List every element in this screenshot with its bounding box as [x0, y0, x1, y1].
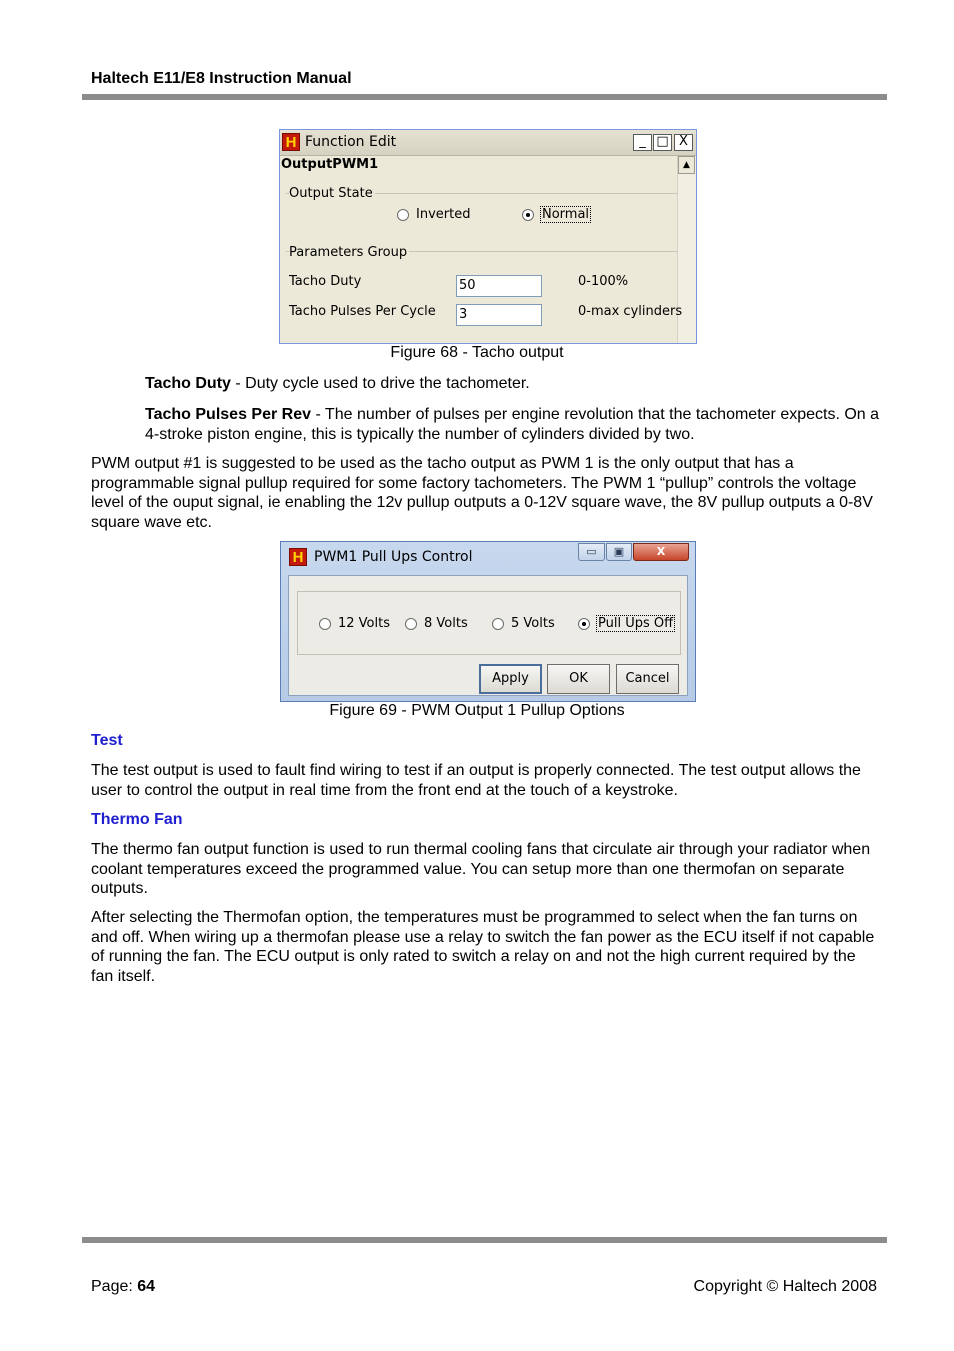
page-label: Page: — [91, 1278, 138, 1295]
radio-5-volts[interactable] — [492, 618, 504, 630]
close-button[interactable]: X — [674, 134, 693, 151]
radio-8-volts-label: 8 Volts — [424, 616, 468, 631]
definition-term: Tacho Duty — [145, 375, 231, 392]
radio-8-volts[interactable] — [405, 618, 417, 630]
haltech-logo-icon: H — [289, 548, 307, 566]
definition-text: - Duty cycle used to drive the tachometer. — [230, 375, 530, 392]
minimize-button[interactable]: ▭ — [578, 543, 605, 561]
maximize-button[interactable]: □ — [653, 134, 672, 151]
radio-5-volts-label: 5 Volts — [511, 616, 555, 631]
output-state-group-label: Output State — [289, 186, 373, 201]
function-edit-window — [279, 129, 697, 344]
parameters-group-label: Parameters Group — [289, 245, 408, 260]
paragraph-thermo-fan-2: After selecting the Thermofan option, the temperatures must be programmed to select when the fan turns on and off. When wiring up a thermofan please use a relay to switch the fan power as the ECU itself if not capable of running the fan. The ECU output is only rated to switch a relay on and not the high current required by the fan itself. — [91, 909, 875, 986]
definition-term: Tacho Pulses Per Rev — [145, 406, 311, 423]
page-number — [91, 1278, 155, 1296]
tacho-pulses-range: 0-max cylinders — [578, 304, 683, 319]
figure-68-caption: Figure 68 - Tacho output — [390, 344, 564, 361]
definition-tacho-duty — [145, 374, 890, 394]
maximize-button[interactable]: ▣ — [606, 543, 632, 561]
tacho-pulses-label: Tacho Pulses Per Cycle — [289, 304, 436, 319]
radio-normal[interactable] — [522, 209, 534, 221]
page-header-title: Haltech E11/E8 Instruction Manual — [91, 70, 352, 87]
radio-pull-ups-off[interactable] — [578, 618, 590, 630]
radio-inverted-label: Inverted — [416, 207, 471, 222]
radio-12-volts-label: 12 Volts — [338, 616, 390, 631]
radio-pull-ups-off-label: Pull Ups Off — [598, 616, 674, 631]
section-heading-thermo-fan: Thermo Fan — [91, 811, 183, 828]
tacho-duty-range: 0-100% — [578, 274, 629, 289]
function-name: OutputPWM1 — [281, 157, 379, 172]
tacho-duty-input[interactable]: 50 — [456, 275, 542, 297]
footer-rule — [82, 1237, 887, 1243]
paragraph-test: The test output is used to fault find wiring to test if an output is properly connected. The test output allows the user to control the output in real time from the front end at the touch of a keystroke. — [91, 762, 861, 799]
paragraph-thermo-fan-1: The thermo fan output function is used to run thermal cooling fans that circulate air through your radiator when coolant temperatures exceed the programmed value. You can setup more than one thermofan on separate outputs. — [91, 841, 871, 898]
pullup-options-frame — [297, 591, 681, 655]
definition-text: - The number of pulses per engine revolution that the tachometer expects. On a 4-stroke piston engine, this is typically the number of cylinders divided by two. — [145, 406, 880, 443]
radio-normal-label: Normal — [542, 207, 590, 222]
paragraph-pwm-output: PWM output #1 is suggested to be used as the tacho output as PWM 1 is the only output that has a programmable signal pullup required for some factory tachometers. The PWM 1 “pullup” controls the voltage level of the ouput signal, ie enabling the 12v pullup outputs a 0-12V square wave, the 8V pullup outputs a 0-8V square wave etc. — [91, 455, 873, 532]
cancel-button[interactable]: Cancel — [616, 664, 679, 694]
page-number-value: 64 — [137, 1278, 156, 1295]
radio-12-volts[interactable] — [319, 618, 331, 630]
scroll-up-arrow-icon[interactable]: ▲ — [678, 156, 695, 174]
apply-button[interactable]: Apply — [479, 664, 542, 694]
tacho-duty-label: Tacho Duty — [289, 274, 362, 289]
pwm1-pullups-window — [280, 541, 696, 702]
window-title: Function Edit — [305, 134, 397, 150]
close-button[interactable]: X — [633, 543, 689, 561]
ok-button[interactable]: OK — [547, 664, 610, 694]
window-titlebar — [280, 130, 696, 156]
radio-inverted[interactable] — [397, 209, 409, 221]
header-rule — [82, 94, 887, 100]
haltech-logo-icon: H — [282, 133, 300, 151]
window-client-area — [288, 575, 688, 696]
definition-tacho-pulses — [145, 405, 890, 444]
window-title: PWM1 Pull Ups Control — [314, 549, 473, 565]
copyright: Copyright © Haltech 2008 — [693, 1278, 877, 1295]
tacho-pulses-input[interactable]: 3 — [456, 304, 542, 326]
section-heading-test: Test — [91, 732, 123, 749]
figure-69-caption: Figure 69 - PWM Output 1 Pullup Options — [329, 702, 625, 719]
minimize-button[interactable]: _ — [633, 134, 652, 151]
